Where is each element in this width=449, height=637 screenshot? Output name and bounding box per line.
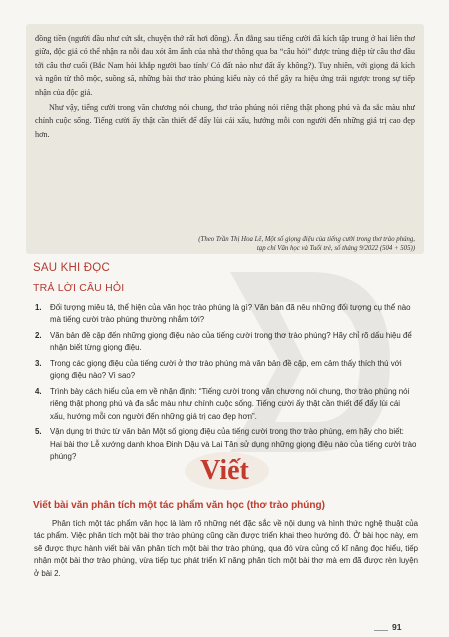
question-number: 3. [35,359,42,368]
quote-text [35,32,415,141]
page-ornament-icon [374,625,388,631]
answer-questions-heading: TRẢ LỜI CÂU HỎI [33,282,125,294]
question-list [35,302,417,467]
write-paragraph: Phân tích một tác phẩm văn học là làm rõ những nét đặc sắc về nội dung và hình thức nghệ thuật của tác phẩm. Việc phân tích một bài thơ trào phúng cũng cần được triển khai theo hướng đó. Ở bài học này, em sẽ được thực hành viết bài văn phân tích một bài thơ trào phúng, qua đó vừa củng cố kĩ năng đọc hiểu, tiếp nhận một bài thơ trào phúng, vừa tiếp tục phát triển kĩ năng phân tích một bài thơ mà em đã được rèn luyện ở bài 2. [34,519,418,578]
question-item [35,302,417,327]
question-number: 4. [35,387,42,396]
quote-source-line-1: (Theo Trần Thị Hoa Lê, Một số giọng điệu của tiếng cười trong thơ trào phúng, [198,236,415,243]
quote-source-line-2: tạp chí Văn học và Tuổi trẻ, số tháng 9/2022 (504 + 505)) [256,245,415,252]
write-body [34,518,418,580]
question-text: Trong các giọng điệu của tiếng cười ở thơ trào phúng mà văn bản đề cập, em cảm thấy thích thú với giọng điệu nào? Vì sao? [50,359,402,381]
write-subtitle: Viết bài văn phân tích một tác phẩm văn học (thơ trào phúng) [33,500,325,511]
question-number: 5. [35,427,42,437]
question-text: Đối tượng miêu tả, thể hiện của văn học trào phúng là gì? Văn bản đã nêu những đối tượng cụ thể nào mà tiếng cười trào phúng thường nhắm tới? [50,303,411,325]
question-number: 1. [35,303,42,312]
question-item [35,358,417,383]
question-number: 2. [35,331,42,340]
quote-paragraph-2: Như vậy, tiếng cười trong văn chương nói chung, thơ trào phúng nói riêng thật phong phú và đa sắc màu như chính cuộc sống. Tiếng cười ấy thật cần thiết để đẩy lùi cái xấu, hướng mỗi con người đến những giá trị cao đẹp hơn. [35,103,415,139]
page-number: 91 [392,622,402,632]
quote-paragraph-1: đồng tiền (người đầu như cứt sắt, chuyện thớ rất hơi đồng). Ẩn đằng sau tiếng cười đã kích tập trung ở hai liên thơ giữa, độc giả có thể nhận ra nỗi đau xót âm ẩnh của nhà thơ thông qua ba “câu hỏi” được trùng điệp từ câu thơ đầu tới câu thơ cuối (Bắc Nam hỏi khắp người bao tỉnh/ Có đất nào như đất ấy không?). Tuy nhiên, với giọng đả kích và ngôn từ thô mộc, suồng sã, những bài thơ trào phúng kiểu này có thể gây ra hiệu ứng trái ngược trong sự tiếp nhận của độc giả. [35,34,415,97]
question-item [35,386,417,423]
question-text: Trình bày cách hiểu của em về nhận định: “Tiếng cười trong văn chương nói chung, thơ trào phúng nói riêng thật phong phú và đa sắc màu như chính cuộc sống. Tiếng cười ấy thật cần thiết để đẩy lùi cái xấu, hướng mỗi con người đến những giá trị cao đẹp hơn”. [50,387,410,421]
question-text: Văn bản đề cập đến những giọng điệu nào của tiếng cười trong thơ trào phúng? Hãy chỉ rõ dấu hiệu để nhận biết từng giọng điệu. [50,331,412,353]
question-item [35,330,417,355]
write-section-title: Viết [200,455,249,486]
quote-source [35,235,415,253]
question-text: Vận dụng tri thức từ văn bản Một số giọng điệu của tiếng cười trong thơ trào phúng, em hãy cho biết: Hai bài thơ Lễ xướng danh khoa Đinh Dậu và Lai Tân sử dụng những giọng điệu nào của tiếng cười trào phúng? [50,427,417,462]
after-reading-heading: SAU KHI ĐỌC [33,262,110,274]
